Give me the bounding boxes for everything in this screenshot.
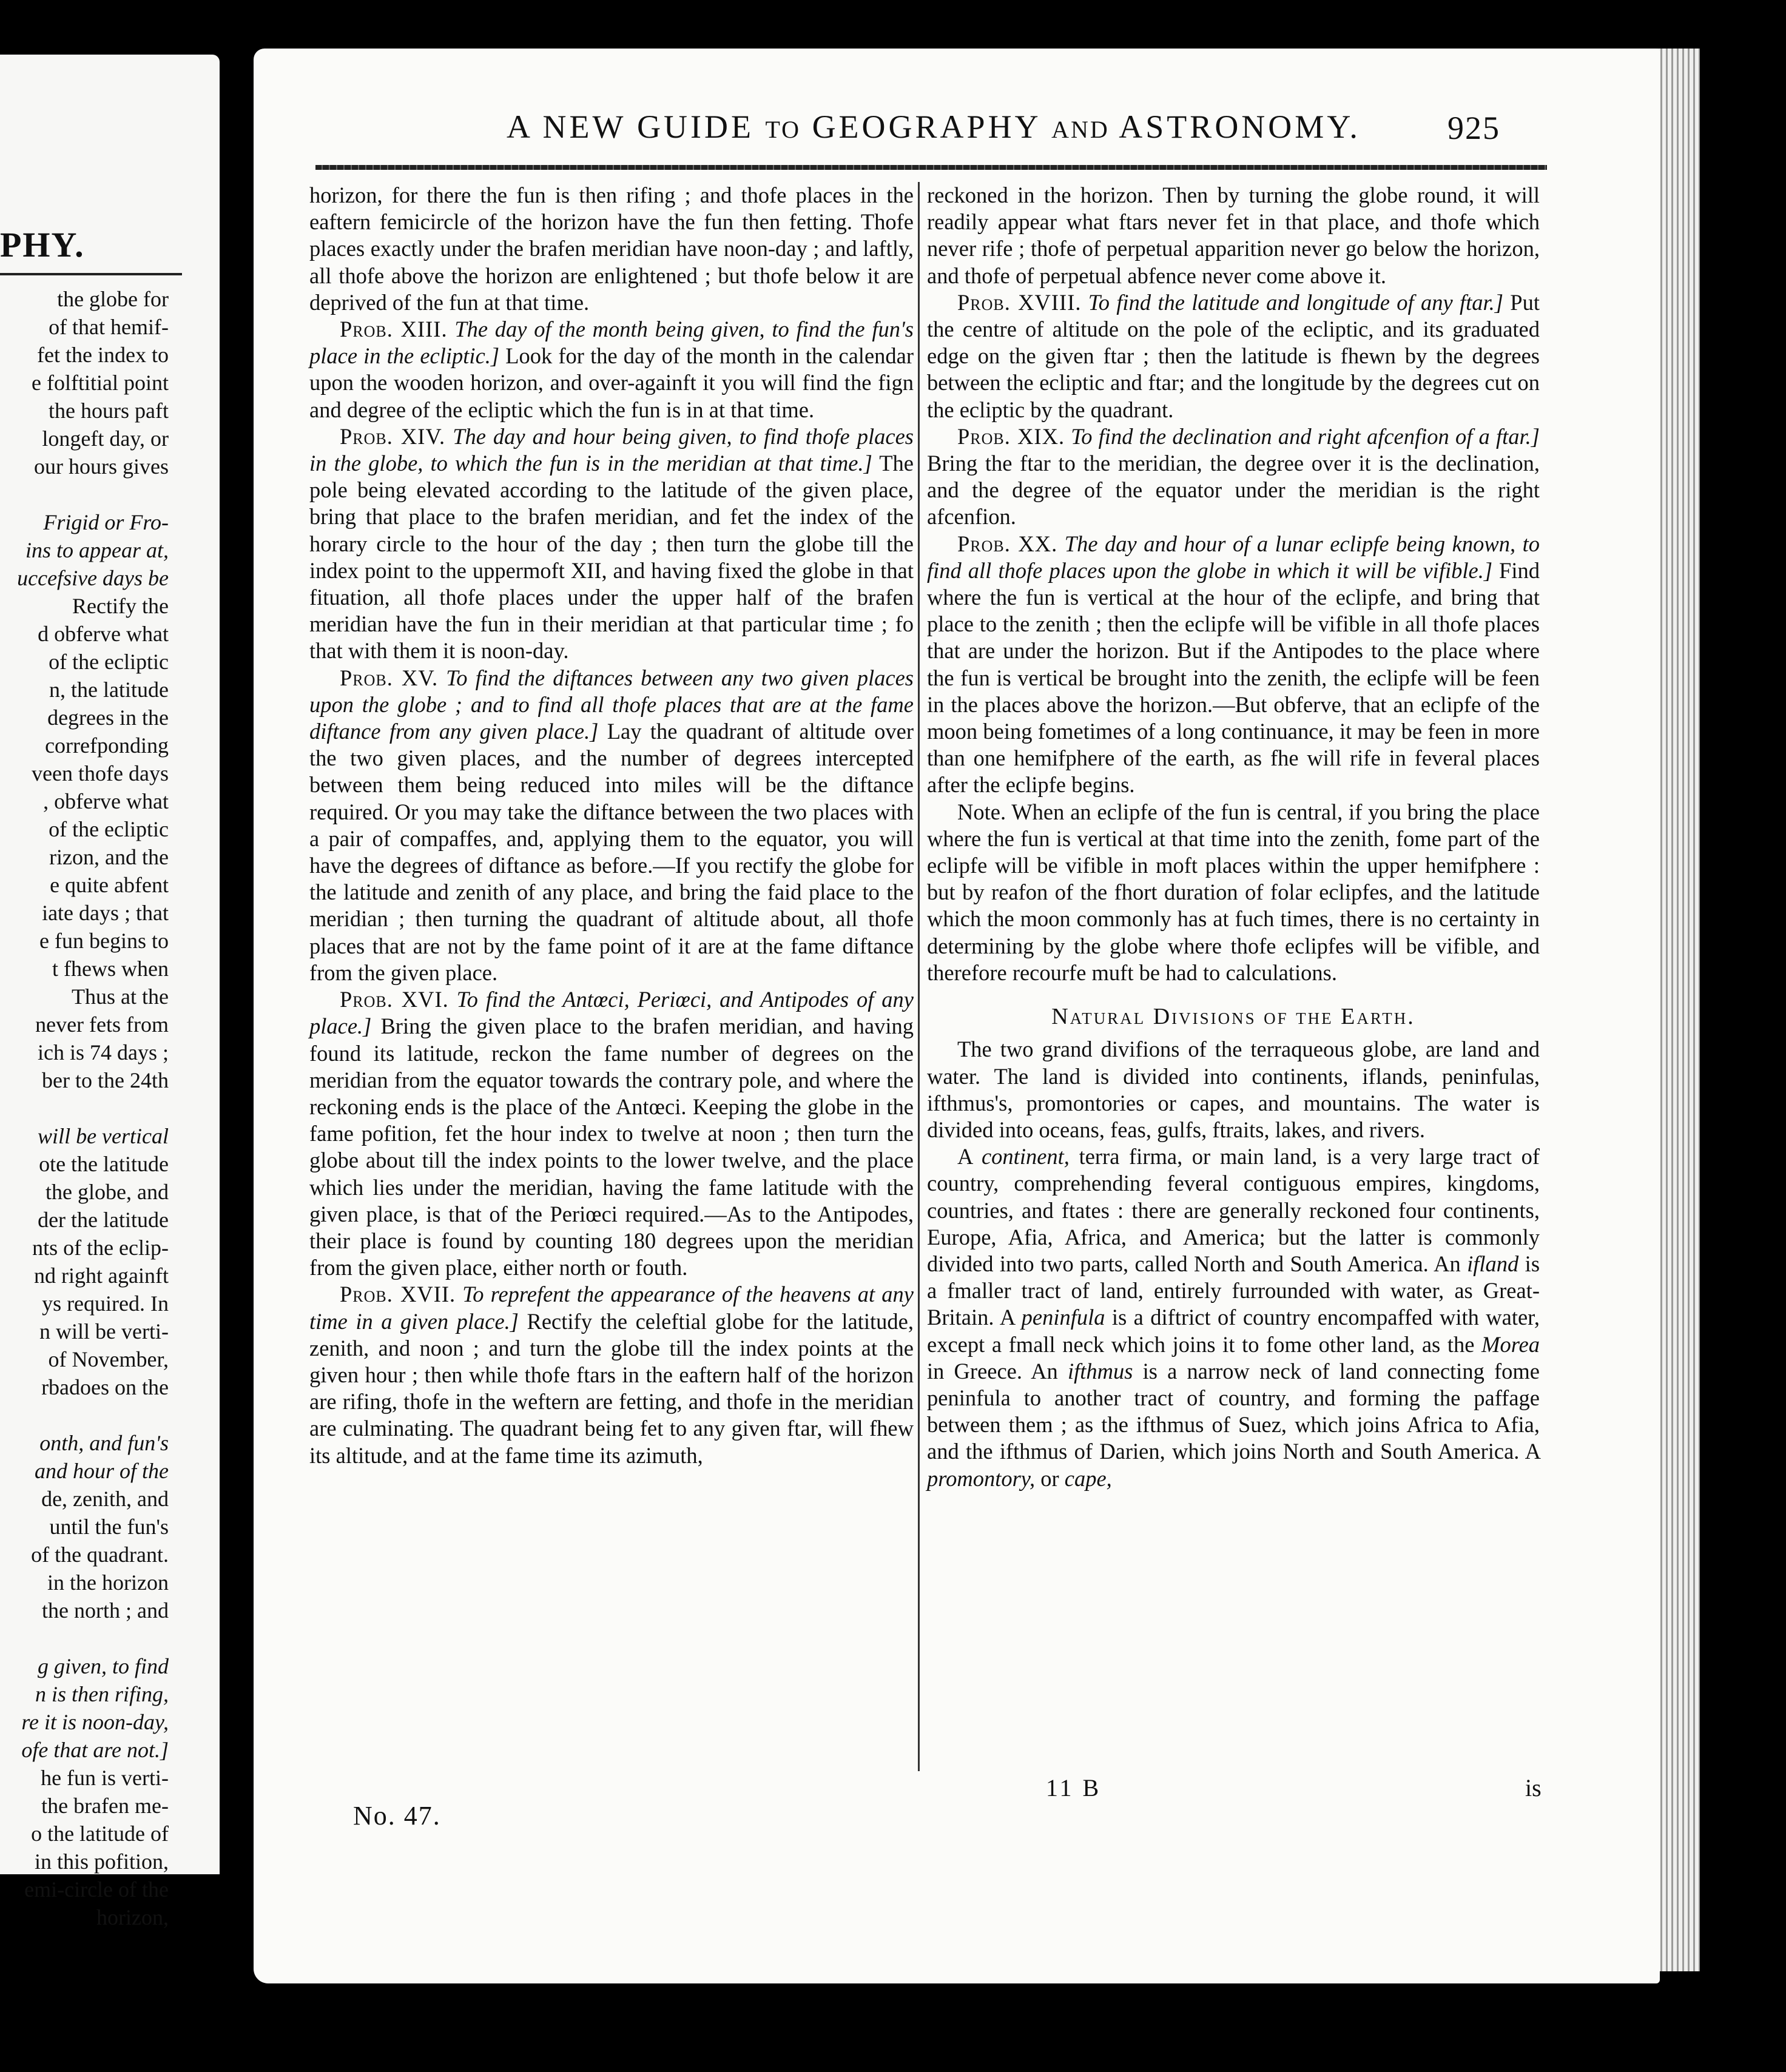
signature-mark: 11 B bbox=[1046, 1774, 1102, 1801]
problem-19-title: To find the declination and right afcenfion of a ftar.] bbox=[1071, 423, 1540, 449]
left-page-line: emi-circle of the bbox=[24, 1877, 169, 1902]
running-title-to: TO bbox=[765, 116, 801, 143]
left-page-line: e fun begins to bbox=[39, 929, 169, 953]
problem-17-body: Rectify the celeftial globe for the latitude, zenith, and noon ; and turn the globe till the index points at the given hour ; then while thofe ftars in the eaftern half of the horizon are rifing, thofe in the weftern are fetting, and thofe in the meridian are culminating. The quadrant being fet to any given ftar, will fhew its altitude, and at the fame time its azimuth, bbox=[309, 1308, 914, 1468]
left-page-line: until the fun's bbox=[49, 1515, 169, 1539]
problem-20-label: Prob. XX. bbox=[957, 531, 1058, 556]
problem-17-label: Prob. XVII. bbox=[340, 1282, 456, 1307]
left-page-line bbox=[0, 1094, 169, 1122]
left-page-line: in this pofition, bbox=[34, 1849, 169, 1874]
left-page-line: o the latitude of bbox=[31, 1821, 169, 1846]
left-page-line: never fets from bbox=[35, 1012, 169, 1037]
problem-16-body: Bring the given place to the brafen meridian, and having found its latitude, reckon the fame number of degrees on the meridian from the equator towards the contrary pole, and where the reckoning ends is the place of the Antœci. Keeping the globe in the fame pofition, fet the hour index to twelve at noon ; then turn the globe about till the index points to the lower twelve, and the place which lies under the meridian, having the fame latitude with the given place, is that of the Periœci required.—As to the Antipodes, their place is found by counting 180 degrees upon the meridian from the given place, either north or fouth. bbox=[309, 1014, 914, 1280]
left-page-line: the globe, and bbox=[45, 1180, 169, 1204]
left-page-line: nts of the eclip- bbox=[32, 1236, 169, 1260]
left-page-line: ote the latitude bbox=[39, 1152, 169, 1176]
problem-19-body: Bring the ftar to the meridian, the degree over it is the declination, and the degree of the equator under the meridian is the right afcenfion. bbox=[927, 451, 1540, 530]
running-title-part3: ASTRONOMY. bbox=[1119, 109, 1361, 145]
left-page-line: of the quadrant. bbox=[31, 1542, 169, 1567]
left-page-line: he fun is verti- bbox=[41, 1766, 169, 1790]
left-page-line: re it is noon-day, bbox=[21, 1710, 169, 1734]
problem-18 bbox=[927, 289, 1540, 423]
left-page-line: onth, and fun's bbox=[39, 1431, 169, 1455]
left-page-fragment bbox=[0, 55, 220, 1929]
left-page-line: e folftitial point bbox=[32, 371, 169, 395]
term-isthmus: ifthmus bbox=[1067, 1358, 1133, 1384]
left-page-line: degrees in the bbox=[47, 705, 169, 730]
left-page-line: our hours gives bbox=[34, 454, 169, 479]
problem-16 bbox=[309, 986, 914, 1281]
left-page-line: ofe that are not.] bbox=[21, 1738, 169, 1762]
left-page-line: rbadoes on the bbox=[41, 1375, 169, 1399]
number-label: No. 47. bbox=[353, 1801, 441, 1831]
problem-18-label: Prob. XVIII. bbox=[957, 289, 1082, 315]
left-page-line: n is then rifing, bbox=[35, 1682, 169, 1706]
left-page-line: n, the latitude bbox=[49, 678, 169, 702]
left-page-line: of November, bbox=[48, 1347, 169, 1371]
left-page-line: rizon, and the bbox=[49, 845, 169, 869]
def-text-g: or bbox=[1040, 1465, 1059, 1491]
left-page-line: the globe for bbox=[57, 287, 169, 311]
problem-13-body: Look for the day of the month in the calendar upon the wooden horizon, and over-againft it you will find the fign and degree of the ecliptic which the fun is in at that time. bbox=[309, 343, 914, 422]
left-page-line: , obferve what bbox=[43, 789, 169, 813]
left-page-line: Thus at the bbox=[72, 984, 169, 1009]
term-cape: cape, bbox=[1064, 1465, 1112, 1491]
problem-20 bbox=[927, 531, 1540, 799]
divisions-paragraph: The two grand divifions of the terraqueous globe, are land and water. The land is divided into continents, iflands, peninfulas, ifthmus's, promontories or capes, and mountains. The water is divided into oceans, feas, gulfs, ftraits, lakes, and rivers. bbox=[927, 1037, 1540, 1142]
running-title-and: AND bbox=[1051, 116, 1110, 143]
left-page-line: and hour of the bbox=[35, 1459, 169, 1483]
problem-14-title: The day and hour being given, to find thofe places in the globe, to which the fun is in the meridian at that time.] bbox=[309, 423, 914, 476]
column-divider bbox=[918, 182, 920, 1771]
term-island: ifland bbox=[1467, 1251, 1519, 1276]
catchword: is bbox=[1525, 1774, 1542, 1801]
term-morea: Morea bbox=[1481, 1331, 1540, 1357]
left-page-line: of the ecliptic bbox=[49, 817, 169, 841]
problem-15-title: To find the diftances between any two given places upon the globe ; and to find all thofe places that are at the fame diftance from any given place.] bbox=[309, 665, 914, 744]
left-column bbox=[309, 182, 914, 1469]
note-paragraph: Note. When an eclipfe of the fun is central, if you bring the place where the fun is vertical at that time into the zenith, fome part of the eclipfe will be vifible in moft places within the upper hemifphere : but by reafon of the fhort duration of folar eclipfes, and the latitude which the moon commonly has at fuch times, there is no certainty in determining by the globe where thofe eclipfes will be vifible, and therefore recourfe muft be had to calculations. bbox=[927, 799, 1540, 985]
left-page-line: e quite abfent bbox=[50, 873, 169, 897]
running-title-part1: A NEW GUIDE bbox=[507, 109, 754, 145]
problem-14-label: Prob. XIV. bbox=[340, 423, 446, 449]
left-page-line: de, zenith, and bbox=[41, 1487, 169, 1511]
problem-20-body: Find where the fun is vertical at the hour of the eclipfe, and bring that place to the zenith ; then the eclipfe will be vifible in all thofe places that are under the horizon. But if the Antipodes to the place where the fun is vertical be brought into the zenith, the eclipfe will be feen in the places above the horizon.—But obferve, that an eclipfe of the moon being fometimes of a long continuance, it may be feen in more than one hemifphere of the earth, as fhe will rife in feveral places after the eclipfe begins. bbox=[927, 557, 1540, 798]
left-page-line: ich is 74 days ; bbox=[38, 1040, 169, 1065]
running-head bbox=[507, 108, 1361, 146]
left-page-line bbox=[0, 1624, 169, 1652]
left-page-line: ber to the 24th bbox=[42, 1068, 169, 1092]
problem-15-label: Prob. XV. bbox=[340, 665, 439, 690]
left-page-line bbox=[0, 1401, 169, 1429]
left-page-line: horizon, bbox=[96, 1905, 169, 1929]
left-column-intro: horizon, for there the fun is then rifing ; and thofe places in the eaftern femicircle of the horizon have the fun then fetting. Thofe places exactly under the brafen meridian have noon-day ; and laftly, all thofe above the horizon are enlightened ; but thofe below it are deprived of the fun at that time. bbox=[309, 183, 914, 315]
problem-13-label: Prob. XIII. bbox=[340, 317, 448, 342]
left-page-line: the north ; and bbox=[42, 1598, 169, 1623]
problem-16-title: To find the Antœci, Periœci, and Antipodes of any place.] bbox=[309, 987, 914, 1039]
term-continent: continent, bbox=[981, 1144, 1070, 1169]
left-page-line: Rectify the bbox=[72, 594, 169, 618]
left-page-line: d obferve what bbox=[38, 622, 169, 646]
right-column bbox=[927, 182, 1540, 1492]
left-page-rule bbox=[0, 273, 182, 275]
def-text-a: A bbox=[957, 1144, 972, 1169]
left-page-line: uccefsive days be bbox=[17, 566, 169, 590]
problem-18-body: Put the centre of altitude on the pole of the ecliptic, and its graduated edge on the given ftar ; then the latitude is fhewn by the degrees between the ecliptic and ftar; and the longitude by the degrees cut on the ecliptic by the quadrant. bbox=[927, 289, 1540, 422]
problem-17 bbox=[309, 1281, 914, 1468]
def-text-b: terra firma, or main land, is a very large tract of country, comprehending feveral contiguous empires, kingdoms, countries, and ftates : there are generally reckoned four continents, Europe, Afia, Africa, and America; but the latter is commonly divided into two parts, called North and South America. An bbox=[927, 1144, 1540, 1276]
problem-15 bbox=[309, 665, 914, 986]
def-text-f: is a narrow neck of land connecting fome peninfula to another tract of country, and forming the paffage between them ; as the ifthmus of Suez, which joins Africa to Afia, and the ifthmus of Darien, which joins North and South America. A bbox=[927, 1358, 1540, 1464]
problem-17-title: To reprefent the appearance of the heavens at any time in a given place.] bbox=[309, 1282, 914, 1334]
problem-13-title: The day of the month being given, to find the fun's place in the ecliptic.] bbox=[309, 317, 914, 369]
problem-15-body: Lay the quadrant of altitude over the two given places, and the number of degrees intercepted between them being reduced into miles will be the diftance required. Or you may take the diftance between the two places with a pair of compaffes, and, applying them to the equator, you will have the degrees of diftance as before.—If you rectify the globe for the latitude and zenith of any place, and bring the faid place to the meridian ; then turning the quadrant of altitude about, all thofe places that are not by the fame point of it are at the fame diftance from the given place. bbox=[309, 719, 914, 985]
left-page-line: g given, to find bbox=[38, 1654, 169, 1678]
term-promontory: promontory, bbox=[927, 1465, 1036, 1491]
problem-13 bbox=[309, 316, 914, 423]
def-text-d: is a diftrict of country encompaffed with water, except a fmall neck which joins it to fome other land, as the bbox=[927, 1305, 1540, 1357]
left-page-line: n will be verti- bbox=[39, 1319, 169, 1344]
def-text-e: in Greece. An bbox=[927, 1358, 1058, 1384]
left-page-line: ins to appear at, bbox=[25, 538, 169, 562]
header-rule bbox=[315, 165, 1547, 170]
left-page-line: longeft day, or bbox=[42, 426, 169, 451]
left-page-line: will be vertical bbox=[38, 1124, 169, 1148]
left-page-line: t fhews when bbox=[52, 957, 169, 981]
definitions-paragraph bbox=[927, 1143, 1540, 1492]
left-page-text bbox=[0, 285, 169, 1931]
left-page-line: the hours paft bbox=[49, 399, 169, 423]
def-text-c: is a fmaller tract of land, entirely furrounded with water, as Great-Britain. A bbox=[927, 1251, 1540, 1330]
problem-19 bbox=[927, 423, 1540, 531]
term-peninsula: peninfula bbox=[1021, 1305, 1105, 1330]
left-page-line: correfponding bbox=[45, 733, 169, 758]
page-number: 925 bbox=[1447, 110, 1500, 146]
left-page-line: iate days ; that bbox=[42, 901, 169, 925]
section-heading: Natural Divisions of the Earth. bbox=[1051, 1004, 1415, 1030]
right-column-intro: reckoned in the horizon. Then by turning the globe round, it will readily appear what ftars never fet in that place, and thofe which never rife ; thofe of perpetual apparition never go below the horizon, and thofe of perpetual abfence never come above it. bbox=[927, 183, 1540, 288]
left-page-line: the brafen me- bbox=[41, 1794, 169, 1818]
left-page-title: PHY. bbox=[0, 225, 85, 264]
left-page-line: of that hemif- bbox=[49, 315, 169, 339]
left-page-line: of the ecliptic bbox=[49, 650, 169, 674]
left-page-line: nd right againft bbox=[34, 1263, 169, 1288]
problem-19-label: Prob. XIX. bbox=[957, 423, 1065, 449]
problem-18-title: To find the latitude and longitude of any ftar.] bbox=[1088, 289, 1503, 315]
left-page-line: der the latitude bbox=[38, 1208, 169, 1232]
left-page-line: veen thofe days bbox=[32, 761, 169, 785]
left-page-line: fet the index to bbox=[37, 343, 169, 367]
problem-14 bbox=[309, 423, 914, 665]
left-page-line: Frigid or Fro- bbox=[43, 510, 169, 534]
left-page-line: in the horizon bbox=[47, 1570, 169, 1595]
running-title-part2: GEOGRAPHY bbox=[812, 109, 1040, 145]
left-page-line: ys required. In bbox=[42, 1291, 169, 1316]
problem-20-title: The day and hour of a lunar eclipfe being known, to find all thofe places upon the globe in which it will be vifible.] bbox=[927, 531, 1540, 583]
problem-14-body: The pole being elevated according to the latitude of the given place, bring that place to the brafen meridian, and fet the index of the horary circle to the hour of the day ; then turn the globe till the index point to the uppermoft XII, and having fixed the globe in that fituation, all thofe places under the upper half of the brafen meridian have the fun in their meridian at that particular time ; fo that with them it is noon-day. bbox=[309, 451, 914, 664]
problem-16-label: Prob. XVI. bbox=[340, 987, 449, 1012]
left-page-line bbox=[0, 480, 169, 508]
